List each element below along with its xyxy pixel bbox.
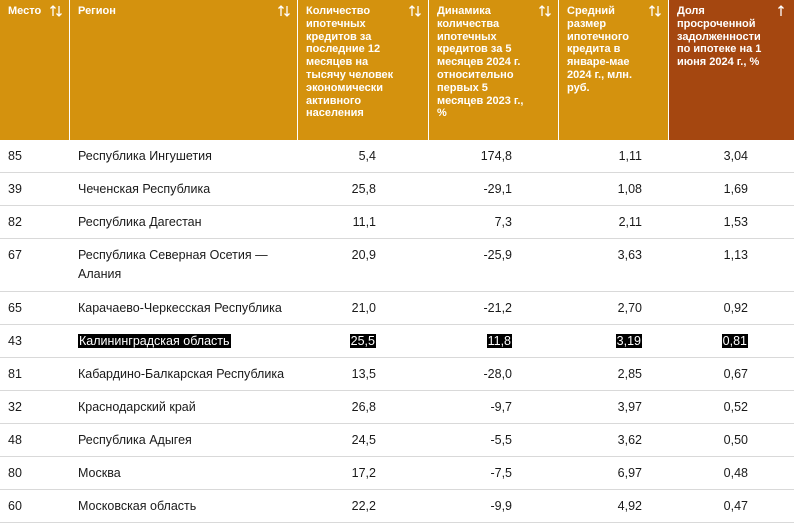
dynamics-cell <box>429 239 559 291</box>
overdue-share-cell-text: 1,13 <box>723 248 748 262</box>
place-cell <box>0 292 70 324</box>
loan-count-cell-text: 25,8 <box>351 182 376 196</box>
region-cell <box>70 358 298 390</box>
place-cell-text: 60 <box>8 499 22 513</box>
average-loan-cell <box>559 391 669 423</box>
column-header-average-loan[interactable]: Средний размер ипотечного кредита в январе-мае 2024 г., млн. руб. <box>559 0 669 140</box>
loan-count-cell-text: 24,5 <box>351 433 376 447</box>
place-cell-text: 32 <box>8 400 22 414</box>
place-cell <box>0 391 70 423</box>
average-loan-cell <box>559 239 669 291</box>
place-cell-text: 80 <box>8 466 22 480</box>
loan-count-cell <box>298 391 429 423</box>
table-row <box>0 206 794 239</box>
place-cell <box>0 490 70 522</box>
region-cell-text: Республика Адыгея <box>78 433 192 447</box>
overdue-share-cell-text: 3,04 <box>723 149 748 163</box>
overdue-share-cell <box>669 206 794 238</box>
sort-both-icon[interactable] <box>538 4 552 18</box>
place-cell-text: 39 <box>8 182 22 196</box>
place-cell <box>0 140 70 172</box>
sort-up-icon[interactable] <box>774 4 788 18</box>
region-cell <box>70 173 298 205</box>
dynamics-cell-text: -9,9 <box>490 499 512 513</box>
place-cell-text: 48 <box>8 433 22 447</box>
dynamics-cell <box>429 325 559 357</box>
loan-count-cell-text: 22,2 <box>351 499 376 513</box>
average-loan-cell-text: 3,19 <box>616 334 641 348</box>
loan-count-cell-text: 20,9 <box>351 248 376 262</box>
overdue-share-cell <box>669 457 794 489</box>
overdue-share-cell <box>669 173 794 205</box>
region-cell-text: Чеченская Республика <box>78 182 211 196</box>
overdue-share-cell-text: 1,69 <box>723 182 748 196</box>
loan-count-cell <box>298 239 429 291</box>
overdue-share-cell <box>669 325 794 357</box>
dynamics-cell-text: -28,0 <box>483 367 512 381</box>
dynamics-cell <box>429 391 559 423</box>
loan-count-cell-text: 5,4 <box>358 149 376 163</box>
place-cell-text: 67 <box>8 248 22 262</box>
loan-count-cell-text: 25,5 <box>350 334 375 348</box>
average-loan-cell-text: 3,63 <box>617 248 642 262</box>
place-cell <box>0 206 70 238</box>
table-row <box>0 325 794 358</box>
sort-both-icon[interactable] <box>408 4 422 18</box>
region-cell-text: Калининградская область <box>79 334 230 348</box>
place-cell-text: 43 <box>8 334 22 348</box>
dynamics-cell <box>429 358 559 390</box>
region-cell-text: Кабардино-Балкарская Республика <box>78 367 285 381</box>
place-cell-text: 65 <box>8 301 22 315</box>
loan-count-cell-text: 11,1 <box>352 215 376 229</box>
overdue-share-cell-text: 0,50 <box>723 433 748 447</box>
place-cell <box>0 173 70 205</box>
region-cell-text: Республика Северная Осетия — Алания <box>78 248 268 281</box>
place-cell <box>0 239 70 291</box>
overdue-share-cell-text: 1,53 <box>723 215 748 229</box>
region-cell-text: Республика Дагестан <box>78 215 202 229</box>
loan-count-cell <box>298 292 429 324</box>
overdue-share-cell-text: 0,92 <box>723 301 748 315</box>
average-loan-cell <box>559 457 669 489</box>
average-loan-cell-text: 2,85 <box>617 367 642 381</box>
region-cell <box>70 140 298 172</box>
dynamics-cell-text: -7,5 <box>490 466 512 480</box>
place-cell <box>0 325 70 357</box>
average-loan-cell-text: 3,62 <box>617 433 642 447</box>
table-header <box>0 0 794 140</box>
average-loan-cell <box>559 292 669 324</box>
dynamics-cell-text: -9,7 <box>490 400 512 414</box>
column-header-place[interactable]: Место <box>0 0 70 140</box>
overdue-share-cell-text: 0,81 <box>722 334 747 348</box>
loan-count-cell <box>298 140 429 172</box>
average-loan-cell <box>559 173 669 205</box>
table-row <box>0 358 794 391</box>
region-cell <box>70 457 298 489</box>
average-loan-cell <box>559 140 669 172</box>
place-cell <box>0 358 70 390</box>
region-cell <box>70 206 298 238</box>
place-cell <box>0 457 70 489</box>
table-row <box>0 424 794 457</box>
column-header-loan-count[interactable]: Количество ипотечных кредитов за последние 12 месяцев на тысячу человек экономически активного населения <box>298 0 429 140</box>
dynamics-cell <box>429 173 559 205</box>
loan-count-cell-text: 13,5 <box>351 367 376 381</box>
overdue-share-cell <box>669 424 794 456</box>
region-cell-text: Москва <box>78 466 121 480</box>
column-header-overdue-share[interactable]: Доля просроченной задолженности по ипотеке на 1 июня 2024 г., % <box>669 0 794 140</box>
table-row <box>0 292 794 325</box>
loan-count-cell-text: 21,0 <box>351 301 376 315</box>
overdue-share-cell-text: 0,48 <box>723 466 748 480</box>
sort-both-icon[interactable] <box>277 4 291 18</box>
loan-count-cell-text: 17,2 <box>351 466 376 480</box>
loan-count-cell <box>298 457 429 489</box>
column-header-region[interactable]: Регион <box>70 0 298 140</box>
region-cell <box>70 490 298 522</box>
average-loan-cell-text: 2,11 <box>618 215 642 229</box>
table-row <box>0 173 794 206</box>
sort-both-icon[interactable] <box>49 4 63 18</box>
average-loan-cell <box>559 490 669 522</box>
average-loan-cell <box>559 358 669 390</box>
overdue-share-cell-text: 0,52 <box>723 400 748 414</box>
average-loan-cell <box>559 424 669 456</box>
average-loan-cell-text: 2,70 <box>617 301 642 315</box>
average-loan-cell-text: 3,97 <box>617 400 642 414</box>
dynamics-cell-text: -5,5 <box>490 433 512 447</box>
average-loan-cell-text: 1,11 <box>618 149 642 163</box>
average-loan-cell-text: 1,08 <box>617 182 642 196</box>
dynamics-cell <box>429 140 559 172</box>
dynamics-cell <box>429 292 559 324</box>
overdue-share-cell <box>669 140 794 172</box>
table-row <box>0 239 794 292</box>
place-cell-text: 81 <box>8 367 22 381</box>
overdue-share-cell <box>669 391 794 423</box>
region-cell <box>70 424 298 456</box>
place-cell-text: 82 <box>8 215 22 229</box>
overdue-share-cell-text: 0,67 <box>723 367 748 381</box>
average-loan-cell <box>559 325 669 357</box>
column-header-dynamics[interactable]: Динамика количества ипотечных кредитов за 5 месяцев 2024 г. относительно первых 5 месяцев 2023 г., % <box>429 0 559 140</box>
loan-count-cell <box>298 206 429 238</box>
dynamics-cell-text: 174,8 <box>480 149 512 163</box>
region-cell <box>70 391 298 423</box>
overdue-share-cell <box>669 490 794 522</box>
region-cell <box>70 325 298 357</box>
dynamics-cell-text: -21,2 <box>483 301 512 315</box>
loan-count-cell <box>298 424 429 456</box>
loan-count-cell <box>298 173 429 205</box>
overdue-share-cell <box>669 239 794 291</box>
loan-count-cell <box>298 325 429 357</box>
overdue-share-cell <box>669 358 794 390</box>
region-cell-text: Московская область <box>78 499 197 513</box>
region-cell <box>70 292 298 324</box>
table-row <box>0 457 794 490</box>
sort-both-icon[interactable] <box>648 4 662 18</box>
table-row <box>0 391 794 424</box>
region-cell-text: Краснодарский край <box>78 400 196 414</box>
table-row <box>0 490 794 523</box>
dynamics-cell <box>429 206 559 238</box>
dynamics-cell-text: 7,3 <box>494 215 512 229</box>
overdue-share-cell-text: 0,47 <box>723 499 748 513</box>
place-cell-text: 85 <box>8 149 22 163</box>
region-cell-text: Карачаево-Черкесская Республика <box>78 301 282 315</box>
dynamics-cell <box>429 424 559 456</box>
table-row <box>0 140 794 173</box>
overdue-share-cell <box>669 292 794 324</box>
dynamics-cell-text: 11,8 <box>487 334 511 348</box>
dynamics-cell-text: -29,1 <box>483 182 512 196</box>
table-body <box>0 140 794 523</box>
loan-count-cell <box>298 490 429 522</box>
loan-count-cell-text: 26,8 <box>351 400 376 414</box>
dynamics-cell-text: -25,9 <box>483 248 512 262</box>
dynamics-cell <box>429 490 559 522</box>
loan-count-cell <box>298 358 429 390</box>
place-cell <box>0 424 70 456</box>
region-cell <box>70 239 298 291</box>
average-loan-cell-text: 4,92 <box>617 499 642 513</box>
dynamics-cell <box>429 457 559 489</box>
region-cell-text: Республика Ингушетия <box>78 149 212 163</box>
average-loan-cell-text: 6,97 <box>617 466 642 480</box>
average-loan-cell <box>559 206 669 238</box>
